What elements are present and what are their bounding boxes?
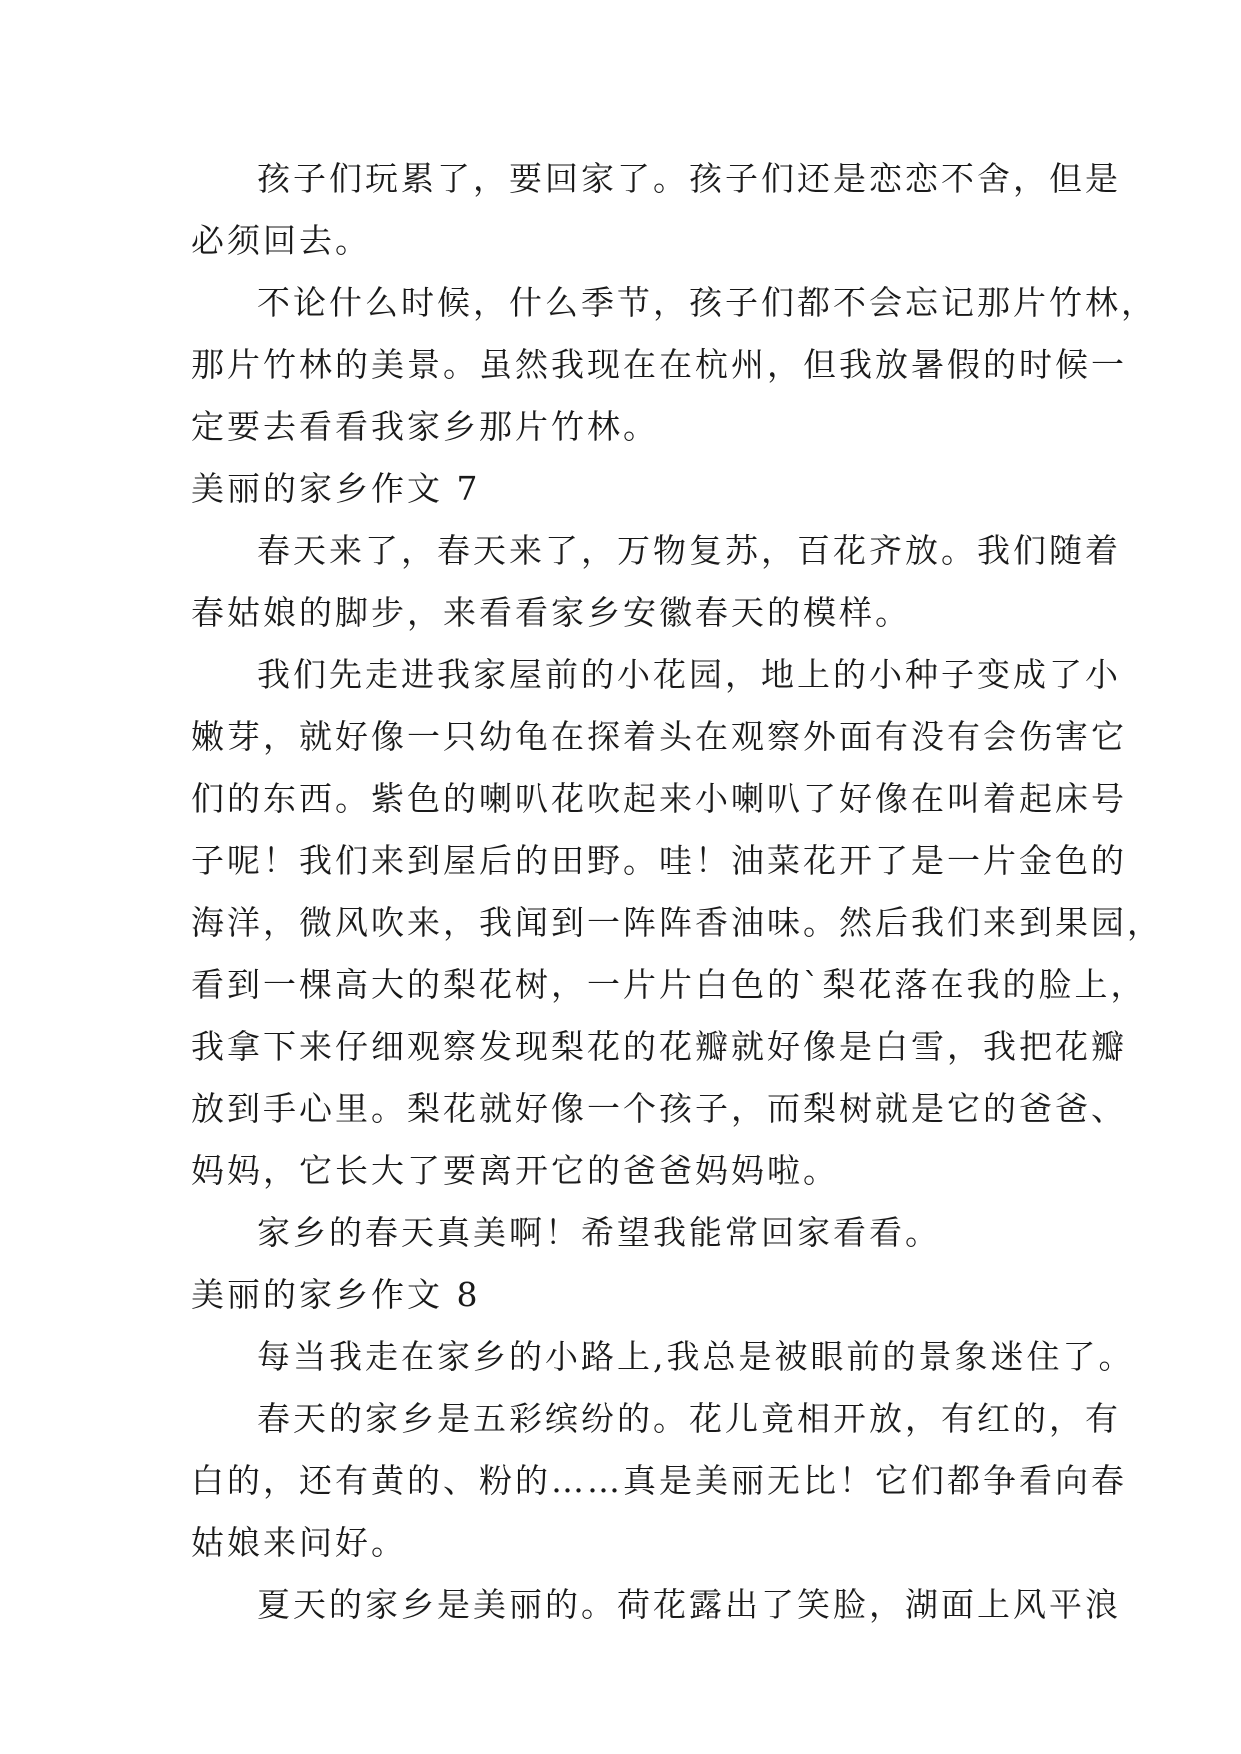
text-line: 春天来了，春天来了，万物复苏，百花齐放。我们随着	[257, 531, 1121, 570]
text-line: 春姑娘的脚步，来看看家乡安徽春天的模样。	[191, 593, 911, 632]
text-line: 看到一棵高大的梨花树，一片片白色的`梨花落在我的脸上，	[191, 965, 1147, 1004]
text-line: 定要去看看我家乡那片竹林。	[191, 407, 659, 446]
text-line: 姑娘来问好。	[191, 1523, 407, 1562]
text-line: 夏天的家乡是美丽的。荷花露出了笑脸，湖面上风平浪	[257, 1585, 1121, 1624]
text-line: 们的东西。紫色的喇叭花吹起来小喇叭了好像在叫着起床号	[191, 779, 1127, 818]
text-line: 不论什么时候，什么季节，孩子们都不会忘记那片竹林，	[257, 283, 1157, 322]
text-line: 子呢！我们来到屋后的田野。哇！油菜花开了是一片金色的	[191, 841, 1127, 880]
text-line: 每当我走在家乡的小路上,我总是被眼前的景象迷住了。	[257, 1337, 1135, 1376]
text-line: 我们先走进我家屋前的小花园，地上的小种子变成了小	[257, 655, 1121, 694]
text-line: 白的，还有黄的、粉的……真是美丽无比！它们都争看向春	[191, 1461, 1127, 1500]
text-line: 海洋，微风吹来，我闻到一阵阵香油味。然后我们来到果园，	[191, 903, 1163, 942]
text-line: 春天的家乡是五彩缤纷的。花儿竟相开放，有红的，有	[257, 1399, 1121, 1438]
text-line: 家乡的春天真美啊！希望我能常回家看看。	[257, 1213, 941, 1252]
text-line: 嫩芽，就好像一只幼龟在探着头在观察外面有没有会伤害它	[191, 717, 1127, 756]
text-line: 我拿下来仔细观察发现梨花的花瓣就好像是白雪，我把花瓣	[191, 1027, 1127, 1066]
text-line: 那片竹林的美景。虽然我现在在杭州，但我放暑假的时候一	[191, 345, 1127, 384]
document-body	[191, 148, 1163, 1636]
text-line: 妈妈，它长大了要离开它的爸爸妈妈啦。	[191, 1151, 839, 1190]
text-line: 美丽的家乡作文 8	[191, 1275, 481, 1314]
text-line: 放到手心里。梨花就好像一个孩子，而梨树就是它的爸爸、	[191, 1089, 1127, 1128]
text-line: 孩子们玩累了，要回家了。孩子们还是恋恋不舍，但是	[257, 159, 1121, 198]
text-line: 必须回去。	[191, 221, 371, 260]
text-line: 美丽的家乡作文 7	[191, 469, 481, 508]
